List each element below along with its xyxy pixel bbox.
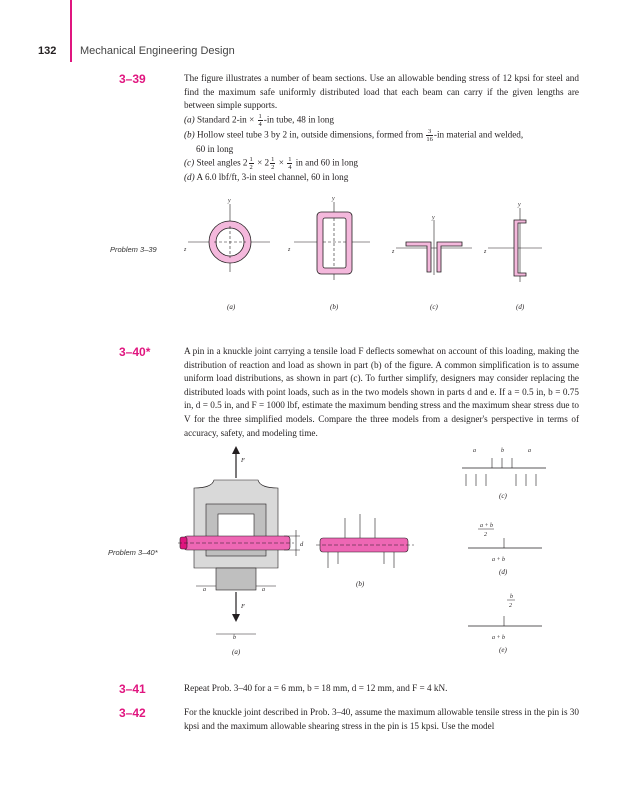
pin-distributed-b [316,514,414,588]
d-two-denom: 2 [484,532,487,538]
caption-3-40-e: (e) [499,646,507,654]
c-dim-a-left: a [473,448,476,454]
problem-3-40-number: 3–40* [119,345,151,359]
dim-d-label: d [300,541,304,548]
problem-3-39-part-b: (b) Hollow steel tube 3 by 2 in, outside dimensions, formed from $\frac{3}{16}$ -in material and welded, [184,127,524,143]
c-dim-b: b [501,448,504,454]
axis-y-d: y [518,202,521,208]
problem-3-39-text [184,72,579,185]
problem-3-40-text: A pin in a knuckle joint carrying a tensile load F deflects somewhat on account of this loading, making the distribution of reaction and load as shown in part (b) of the figure. A common simplification is to assume uniform load distributions, as shown in part (c). To further simplify, designers may consider replacing the distributed loads with point loads, such as in the two models shown in parts d and e. If a = 0.5 in, b = 0.75 in, d = 0.5 in, and F = 1000 lbf, estimate the maximum bending stress and the maximum shear stress due to V for the three simplified models. Compare the three models from a designer's perspective in terms of accuracy, safety, and modeling time. [184,346,579,438]
caption-3-39-d: (d) [516,303,525,311]
axis-z-c: z [392,249,395,255]
knuckle-joint-a [178,446,304,656]
figure-3-40 [170,440,570,660]
d-aplusb-numer: a + b [480,523,494,529]
problem-3-41-number: 3–41 [119,682,146,696]
figure-3-39 [170,190,550,315]
section-d-channel [483,202,542,282]
axis-y-c: y [432,215,435,221]
section-a-round-tube [183,198,270,272]
model-e-points [468,594,542,654]
dim-b-label: b [233,635,236,641]
header-rule [70,0,72,62]
problem-3-39-part-d: (d) A 6.0 lbf/ft, 3-in steel channel, 60 in long [184,172,349,183]
running-title: Mechanical Engineering Design [80,45,235,57]
caption-3-40-a: (a) [232,648,241,656]
model-d-points [468,523,542,576]
axis-z-a: z [184,247,187,253]
caption-3-40-d: (d) [499,568,508,576]
e-b-numer: b [510,594,513,600]
force-label-bottom: F [241,603,245,610]
c-dim-a-right: a [528,448,531,454]
axis-z-d: z [484,249,487,255]
caption-3-39-c: (c) [430,303,438,311]
caption-3-39-a: (a) [227,303,236,311]
figure-label-3-40: Problem 3–40* [108,548,158,557]
page-number: 132 [38,45,57,57]
model-c-uniform [462,448,546,500]
e-aplusb-span: a + b [492,635,506,641]
problem-3-41-text: Repeat Prob. 3–40 for a = 6 mm, b = 18 mm, d = 12 mm, and F = 4 kN. [184,683,448,693]
axis-z-b: z [288,247,291,253]
problem-3-39-part-a: (a) Standard 2-in × $\frac{1}{4}$ -in tube, 48 in long [184,112,334,128]
problem-3-39-part-b-cont: 60 in long [196,143,234,154]
d-aplusb-span: a + b [492,557,506,563]
problem-3-42-text: For the knuckle joint described in Prob. 3–40, assume the maximum allowable tensile stress in the pin is 30 kpsi and the maximum allowable shearing stress in the pin is 15 kpsi. Use the model [184,707,579,731]
axis-y-b: y [332,196,335,202]
e-two-denom: 2 [509,603,512,609]
caption-3-39-b: (b) [330,303,339,311]
caption-3-40-b: (b) [356,580,365,588]
dim-a-right: a [262,587,265,593]
problem-3-39-part-c: (c) Steel angles 2 $\frac{1}{2}$ × 2 $\frac{1}{2}$ × $\frac{1}{4}$ in and 60 in long [184,156,359,172]
axis-y-a: y [228,198,231,204]
problem-3-39-intro: The figure illustrates a number of beam sections. Use an allowable bending stress of 12 kpsi for steel and find the maximum safe uniformly distributed load that each beam can carry if the given lengths are between simple supports. [184,73,579,111]
section-b-rect-tube [287,196,370,280]
problem-3-39-number: 3–39 [119,72,146,86]
dim-a-left: a [203,587,206,593]
force-label-top: F [241,457,245,464]
figure-label-3-39: Problem 3–39 [110,245,157,254]
section-c-angles [391,215,472,275]
caption-3-40-c: (c) [499,492,507,500]
problem-3-42-number: 3–42 [119,706,146,720]
